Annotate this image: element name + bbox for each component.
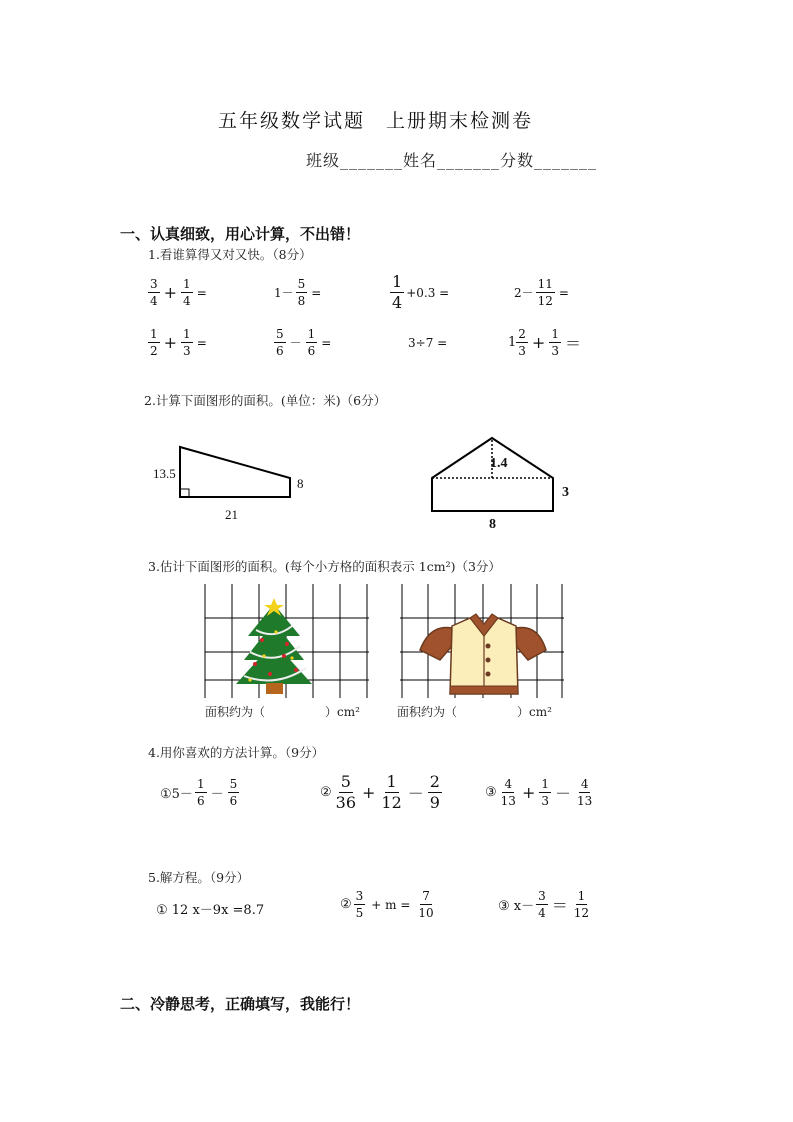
trapezoid-right-label: 8 — [297, 476, 304, 491]
pentagon-side-label: 3 — [562, 485, 569, 500]
q4-prompt: 4.用你喜欢的方法计算。（9分） — [148, 745, 325, 760]
q5-expr-2: ② $\frac{3}{5}$ + m = $\frac{7}{10}$ — [340, 889, 434, 920]
q4-expr-1: ①5－ $\frac{1}{6}$ － $\frac{5}{6}$ — [160, 777, 238, 808]
q2-prompt: 2.计算下面图形的面积。(单位：米)（6分） — [144, 393, 387, 408]
q1-expr-7: 3÷7 = — [408, 336, 448, 350]
q1-expr-2: 1－ $\frac{5}{8}$ = — [274, 277, 322, 308]
q1-expr-1: $\frac{3}{4}$ + $\frac{1}{4}$ = — [150, 277, 207, 308]
q3-prompt: 3.估计下面图形的面积。(每个小方格的面积表示 1cm²)（3分） — [148, 559, 501, 574]
class-field[interactable]: 班级_______ — [306, 151, 404, 170]
page-title: 五年级数学试题 上册期末检测卷 — [218, 110, 534, 132]
q5-expr-3: ③ x－ $\frac{3}{4}$ ＝ $\frac{1}{12}$ — [498, 889, 590, 920]
q1-expr-8: 1 $\frac{2}{3}$ + $\frac{1}{3}$ ＝ — [508, 327, 581, 358]
q1-expr-5: $\frac{1}{2}$ + $\frac{1}{3}$ = — [150, 327, 207, 358]
christmas-tree-image — [236, 598, 312, 694]
q3-answer-left[interactable]: 面积约为（ ）cm² — [205, 705, 360, 719]
trapezoid-left-label: 13.5 — [153, 466, 176, 481]
score-field[interactable]: 分数_______ — [500, 151, 598, 170]
trapezoid-bottom-label: 21 — [225, 507, 238, 522]
q4-expr-2: ② $\frac{5}{36}$ + $\frac{1}{12}$ － $\frac{2}{9}$ — [320, 772, 440, 812]
q1-expr-6: $\frac{5}{6}$ － $\frac{1}{6}$ = — [276, 327, 332, 358]
q1-prompt: 1.看谁算得又对又快。（8分） — [148, 247, 312, 262]
section-1-heading: 一、认真细致，用心计算，不出错！ — [120, 225, 361, 243]
pentagon-bottom-label: 8 — [489, 517, 496, 532]
q1-expr-3: $\frac{1}{4}$ +0.3 = — [392, 272, 450, 312]
section-2-heading: 二、冷静思考，正确填写，我能行！ — [120, 995, 361, 1013]
name-field[interactable]: 姓名_______ — [403, 151, 501, 170]
q5-prompt: 5.解方程。（9分） — [148, 870, 250, 885]
q5-expr-1: ① 12 x－9x =8.7 — [156, 903, 265, 918]
q1-expr-4: 2－ $\frac{11}{12}$ = — [514, 277, 569, 308]
pentagon-height-label: 1.4 — [490, 456, 508, 471]
q3-answer-right[interactable]: 面积约为（ ）cm² — [397, 705, 552, 719]
jacket-image — [420, 614, 546, 694]
q4-expr-3: ③ $\frac{4}{13}$ + $\frac{1}{3}$ － $\frac{4}{13}$ — [485, 777, 593, 808]
